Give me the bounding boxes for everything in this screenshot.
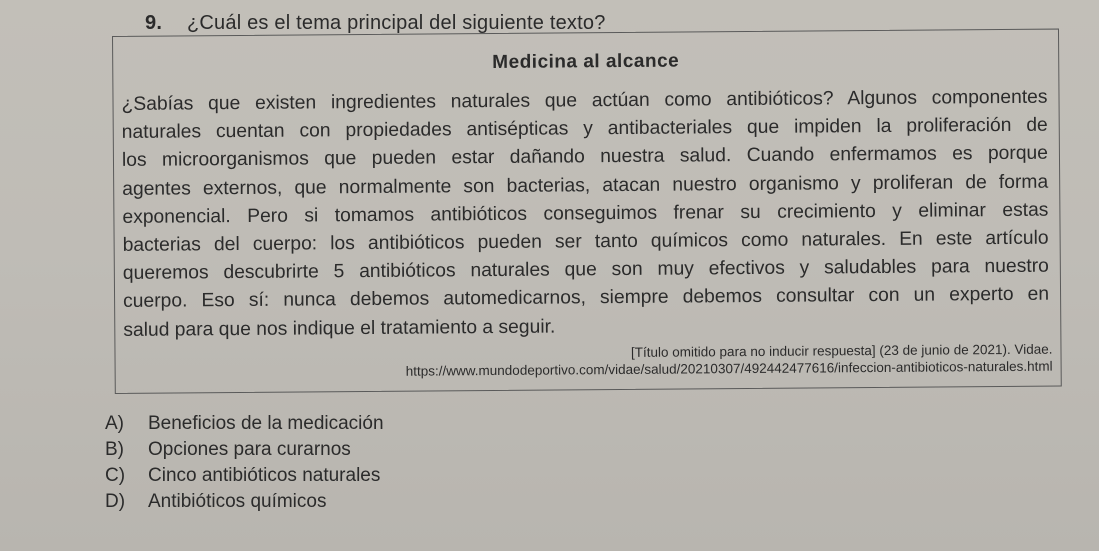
passage-box bbox=[112, 29, 1062, 394]
question-prompt bbox=[145, 12, 606, 35]
option-text: Opciones para curarnos bbox=[148, 439, 351, 460]
option-letter: A) bbox=[105, 413, 124, 434]
passage-line: los microorganismos que pueden estar dañando nuestra salud. Cuando enfermamos es porque bbox=[121, 143, 1049, 172]
option-letter: D) bbox=[105, 491, 126, 512]
citation-url: https://www.mundodeportivo.com/vidae/salud/20210307/492442477616/infeccion-antibioticos-naturales.html bbox=[405, 358, 1053, 379]
option-letter: C) bbox=[105, 465, 126, 486]
passage-line: naturales cuentan con propiedades antisépticas y antibacteriales que impiden la proliferación de bbox=[121, 114, 1048, 144]
option-b[interactable] bbox=[105, 437, 384, 463]
passage-line: cuerpo. Eso sí: nunca debemos automedicarnos, siempre debemos consultar con un experto en bbox=[123, 284, 1050, 313]
option-text: Beneficios de la medicación bbox=[148, 413, 384, 434]
citation-source: [Título omitido para no inducir respuesta] (23 de junio de 2021). Vidae. bbox=[630, 341, 1053, 360]
passage-line: agentes externos, que normalmente son bacterias, atacan nuestro organismo y proliferan de forma bbox=[122, 171, 1049, 200]
option-c[interactable] bbox=[105, 463, 384, 489]
option-text: Antibióticos químicos bbox=[148, 491, 327, 512]
passage-citation bbox=[406, 341, 1053, 380]
passage-line: bacterias del cuerpo: los antibióticos pueden ser tanto químicos como naturales. En este artículo bbox=[122, 227, 1049, 256]
passage-title: Medicina al alcance bbox=[492, 50, 680, 74]
passage-line: queremos descubrirte 5 antibióticos naturales que son muy efectivos y saludables para nuestro bbox=[122, 255, 1049, 285]
answer-options bbox=[105, 411, 384, 515]
option-d[interactable] bbox=[105, 489, 384, 515]
passage-line: ¿Sabías que existen ingredientes naturales que actúan como antibióticos? Algunos componentes bbox=[121, 86, 1048, 115]
option-text: Cinco antibióticos naturales bbox=[148, 465, 381, 486]
question-number: 9. bbox=[145, 12, 163, 34]
option-letter: B) bbox=[105, 439, 124, 460]
option-a[interactable] bbox=[105, 411, 384, 437]
passage-line: exponencial. Pero si tomamos antibióticos conseguimos frenar su crecimiento y eliminar estas bbox=[122, 199, 1049, 228]
passage-body bbox=[121, 84, 1049, 345]
passage-line: salud para que nos indique el tratamiento a seguir. bbox=[123, 316, 556, 341]
question-text: ¿Cuál es el tema principal del siguiente texto? bbox=[187, 12, 606, 34]
